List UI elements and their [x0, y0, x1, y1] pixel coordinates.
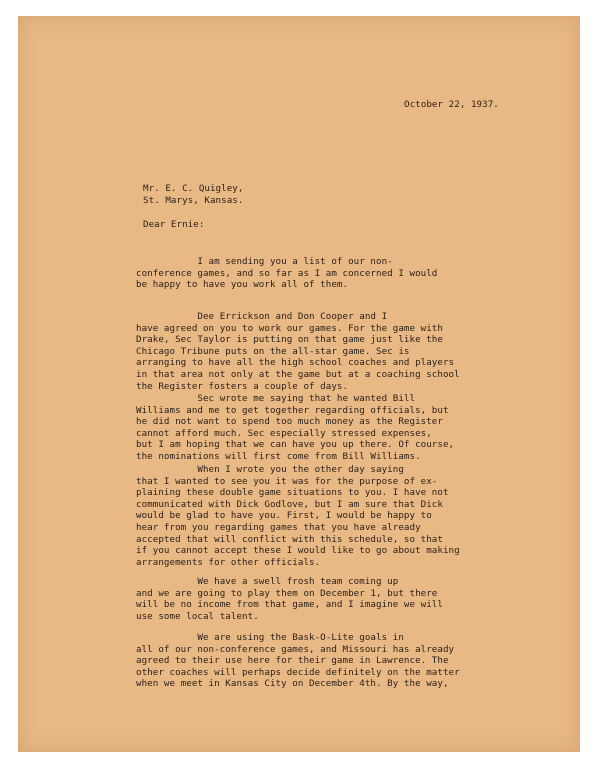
letter-date: October 22, 1937.	[404, 99, 499, 110]
paragraph-line: when we meet in Kansas City on December 4th. By the way,	[136, 678, 449, 690]
paragraph-4	[136, 464, 460, 568]
paragraph-line: the Register fosters a couple of days.	[136, 380, 349, 392]
recipient-name: Mr. E. C. Quigley,	[143, 183, 244, 194]
paragraph-line: if you cannot accept these I would like to go about making	[136, 545, 460, 557]
paragraph-line: he did not want to spend too much money as the Register	[136, 416, 443, 428]
paragraph-line: use some local talent.	[136, 610, 259, 622]
paragraph-line: Williams and me to get together regarding officials, but	[136, 404, 449, 416]
paragraph-1	[136, 256, 437, 291]
paragraph-line: arranging to have all the high school coaches and players	[136, 357, 455, 369]
paragraph-5	[136, 576, 443, 622]
paragraph-3	[136, 393, 454, 463]
paragraph-line: agreed to their use here for their game in Lawrence. The	[136, 655, 449, 667]
paragraph-line: I am sending you a list of our non-	[136, 256, 393, 267]
paragraph-line: cannot afford much. Sec especially stressed expenses,	[136, 427, 432, 439]
paragraph-line: in that area not only at the game but at a coaching school	[136, 368, 460, 380]
recipient-address	[143, 183, 243, 206]
salutation: Dear Ernie:	[143, 219, 205, 230]
paragraph-line: that I wanted to see you it was for the purpose of ex-	[136, 475, 438, 487]
recipient-location: St. Marys, Kansas.	[143, 194, 244, 206]
paragraph-line: Chicago Tribune puts on the all-star game. Sec is	[136, 345, 410, 357]
paragraph-line: would be glad to have you. First, I would be happy to	[136, 510, 432, 522]
paragraph-line: conference games, and so far as I am concerned I would	[136, 267, 438, 279]
paragraph-line: have agreed on you to work our games. For the game with	[136, 322, 443, 334]
paragraph-line: accepted that will conflict with this schedule, so that	[136, 533, 443, 545]
paragraph-line: and we are going to play them on December 1, but there	[136, 587, 438, 599]
paragraph-line: Dee Errickson and Don Cooper and I	[136, 311, 388, 322]
paragraph-line: other coaches will perhaps decide definitely on the matter	[136, 666, 460, 678]
letter-page	[18, 16, 580, 752]
paragraph-line: When I wrote you the other day saying	[136, 464, 404, 475]
paragraph-line: Drake, Sec Taylor is putting on that game just like the	[136, 334, 443, 346]
paragraph-line: the nominations will first come from Bill Williams.	[136, 450, 421, 462]
paragraph-line: but I am hoping that we can have you up there. Of course,	[136, 439, 455, 451]
paragraph-2	[136, 311, 460, 392]
paragraph-6	[136, 632, 460, 690]
paragraph-line: all of our non-conference games, and Missouri has already	[136, 643, 455, 655]
paragraph-line: We have a swell frosh team coming up	[136, 576, 399, 587]
paragraph-line: plaining these double game situations to you. I have not	[136, 487, 449, 499]
paragraph-line: hear from you regarding games that you have already	[136, 521, 421, 533]
paragraph-line: arrangements for other officials.	[136, 556, 321, 568]
paragraph-line: will be no income from that game, and I imagine we will	[136, 599, 443, 611]
paragraph-line: be happy to have you work all of them.	[136, 279, 349, 291]
paragraph-line: communicated with Dick Godlove, but I am sure that Dick	[136, 498, 443, 510]
paragraph-line: Sec wrote me saying that he wanted Bill	[136, 393, 416, 404]
paragraph-line: We are using the Bask-O-Lite goals in	[136, 632, 404, 643]
